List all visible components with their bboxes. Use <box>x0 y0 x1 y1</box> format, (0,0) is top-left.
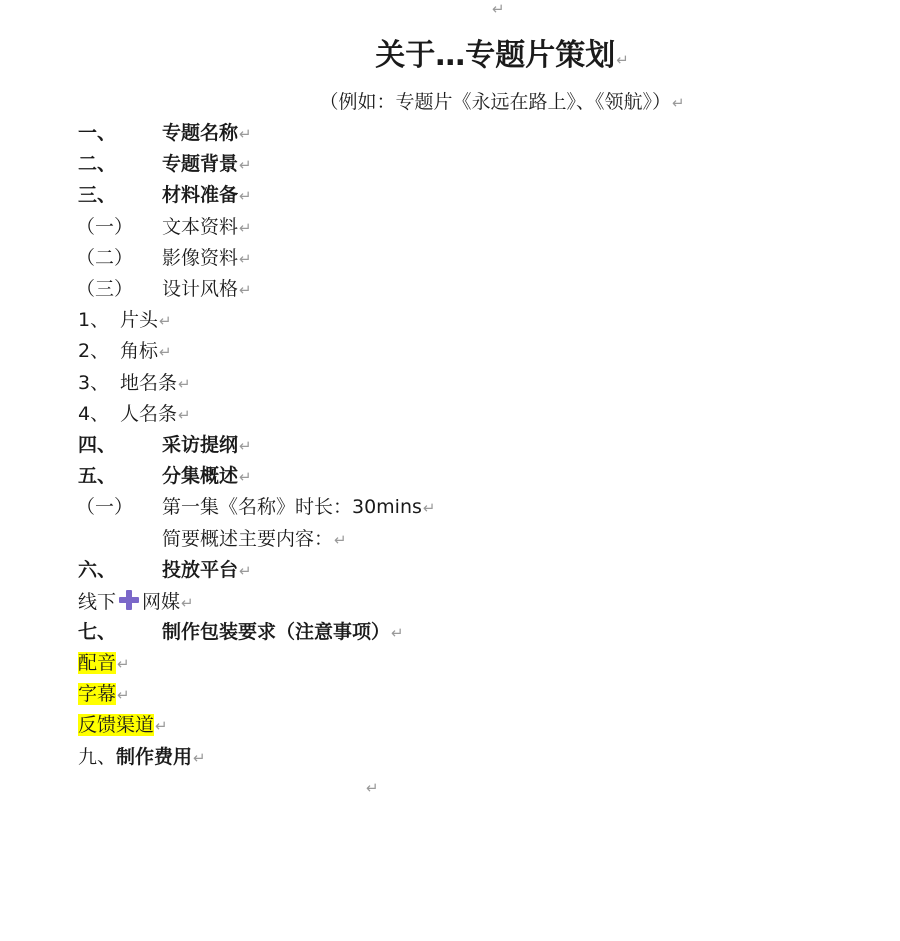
highlighted-text: 字幕 <box>78 683 117 705</box>
section-heading: 采访提纲↵ <box>162 434 252 456</box>
subsection-number: （二） <box>76 247 134 269</box>
subsection-heading: 影像资料↵ <box>162 247 252 269</box>
section-heading: 分集概述↵ <box>162 465 252 487</box>
section-number: 二、 <box>78 153 117 175</box>
section-heading: 专题背景↵ <box>162 153 252 175</box>
list-text: 角标↵ <box>120 340 172 362</box>
subsection-number: （一） <box>76 216 134 238</box>
list-text: 地名条↵ <box>120 372 191 394</box>
section-heading: 专题名称↵ <box>162 122 252 144</box>
section-number: 四、 <box>78 434 117 456</box>
subsection-heading: 文本资料↵ <box>162 216 252 238</box>
platform-text: 线下 网媒↵ <box>78 591 194 613</box>
subsection-heading: 设计风格↵ <box>162 278 252 300</box>
highlighted-text: 配音 <box>78 652 117 674</box>
doc-subtitle: （例如：专题片《永远在路上》、《领航》）↵ <box>319 91 685 113</box>
section-number: 三、 <box>78 184 117 206</box>
list-text: 人名条↵ <box>120 403 191 425</box>
section-number: 六、 <box>78 559 117 581</box>
plus-icon <box>118 589 140 611</box>
end-paragraph-mark: ↵ <box>366 779 379 797</box>
section-heading: 投放平台↵ <box>162 559 252 581</box>
list-text: 片头↵ <box>120 309 172 331</box>
subsection-heading: 第一集《名称》时长：30mins↵ <box>162 496 436 518</box>
section-number: 七、 <box>78 621 117 643</box>
section-heading: 制作包装要求（注意事项）↵ <box>162 621 404 643</box>
highlighted-text: 反馈渠道 <box>78 714 155 736</box>
top-paragraph-mark: ↵ <box>492 0 505 18</box>
list-number: 4、 <box>78 403 110 425</box>
list-number: 2、 <box>78 340 110 362</box>
subsection-number: （一） <box>76 496 134 518</box>
section-number: 五、 <box>78 465 117 487</box>
section-number: 一、 <box>78 122 117 144</box>
list-number: 1、 <box>78 309 110 331</box>
list-number: 3、 <box>78 372 110 394</box>
section-heading: 制作费用 <box>116 746 193 768</box>
description-text: 简要概述主要内容：↵ <box>162 528 347 550</box>
subsection-number: （三） <box>76 278 134 300</box>
section-number: 九、 <box>78 746 117 768</box>
section-heading: 材料准备↵ <box>162 184 252 206</box>
doc-title: 关于…专题片策划↵ <box>375 38 629 73</box>
